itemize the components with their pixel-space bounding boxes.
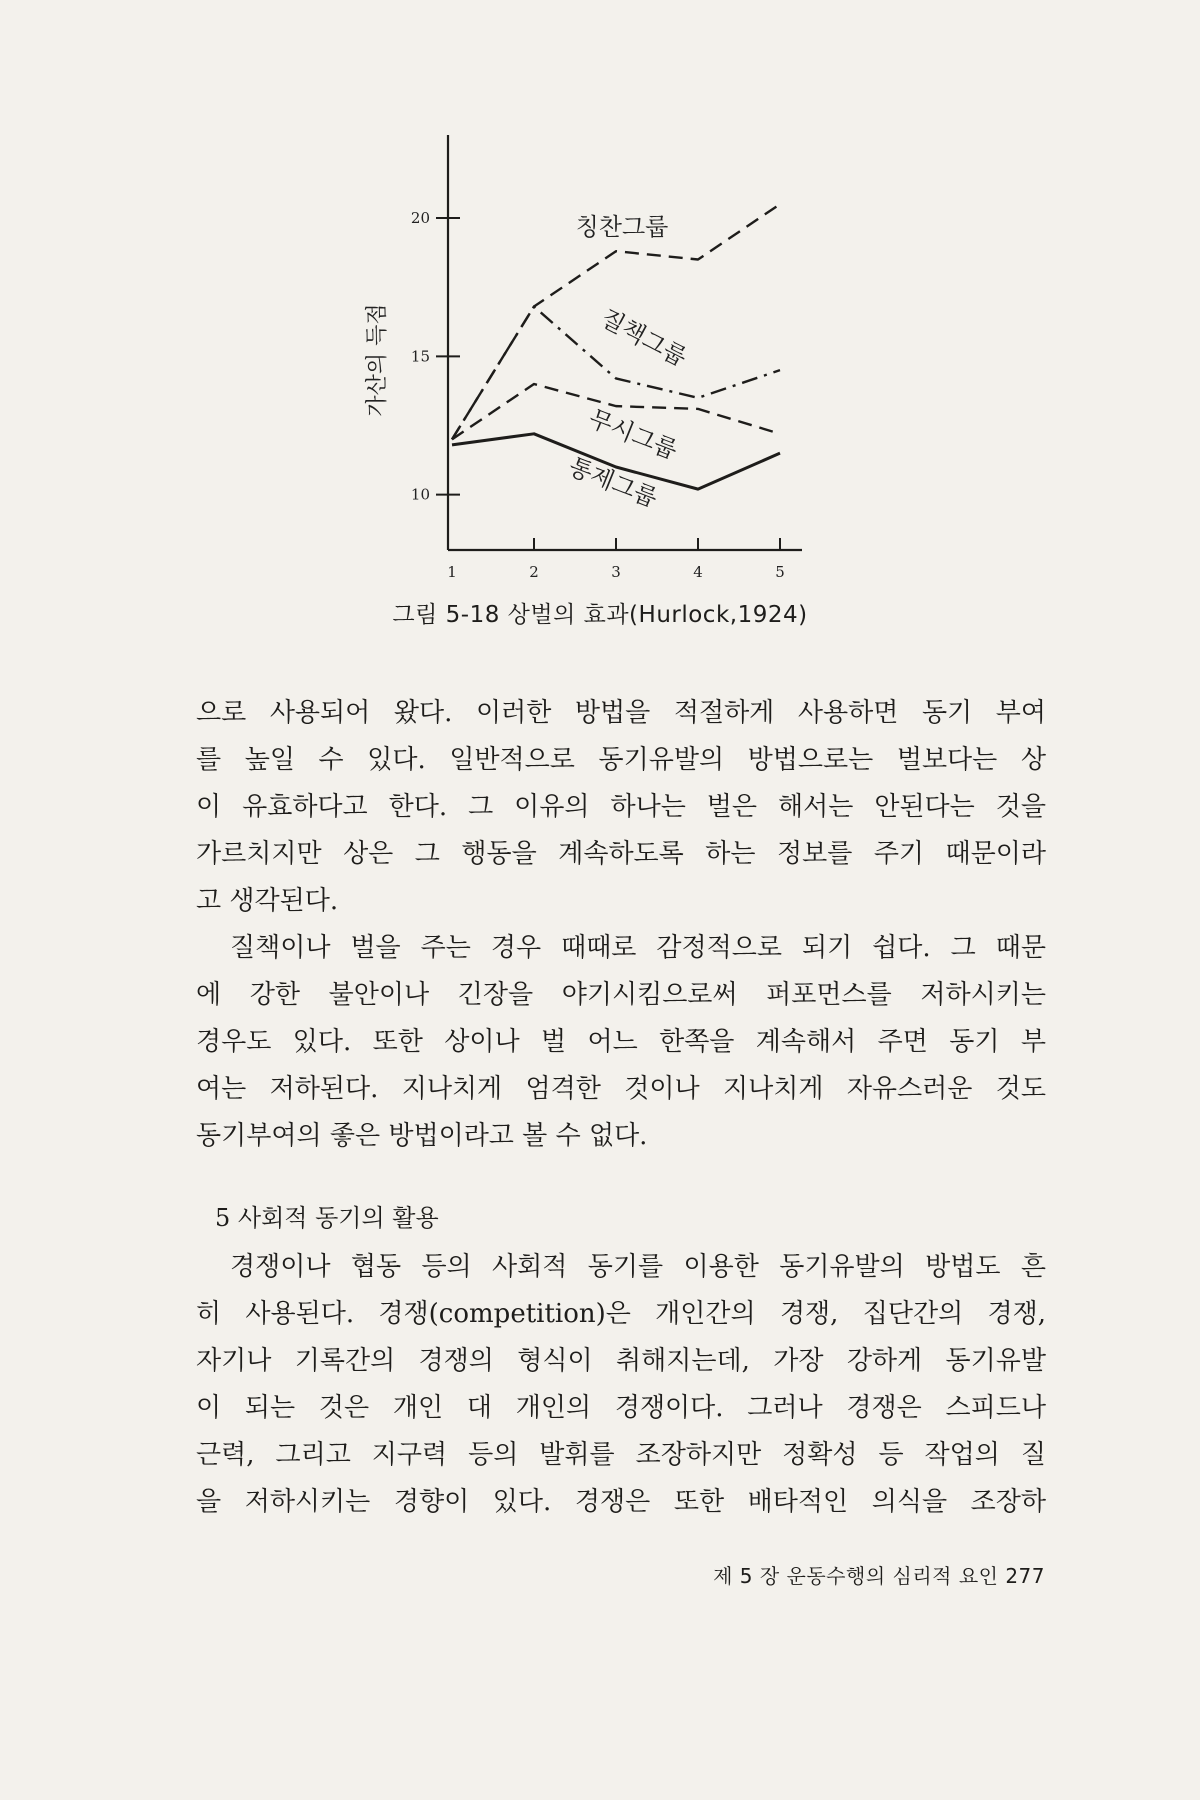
x-tick-label: 1	[447, 563, 457, 581]
text-line: 경쟁이나 협동 등의 사회적 동기를 이용한 동기유발의 방법도 흔	[230, 1252, 1046, 1282]
figure-hurlock-chart	[0, 0, 1200, 660]
figure-caption: 그림 5-18 상벌의 효과(Hurlock,1924)	[392, 602, 808, 628]
text-line: 동기부여의 좋은 방법이라고 볼 수 없다.	[196, 1121, 648, 1151]
y-tick-label: 15	[410, 347, 430, 366]
paragraph-b	[196, 925, 1046, 1160]
text-line: 경우도 있다. 또한 상이나 벌 어느 한쪽을 계속해서 주면 동기 부	[196, 1027, 1046, 1057]
x-tick-label: 2	[529, 563, 539, 581]
series-label-4: 통제그룹	[564, 452, 662, 513]
text-line: 히 사용된다. 경쟁(competition)은 개인간의 경쟁, 집단간의 경쟁,	[196, 1299, 1046, 1329]
text-line: 여는 저하된다. 지나치게 엄격한 것이나 지나치게 자유스러운 것도	[196, 1074, 1046, 1104]
y-tick-label: 10	[410, 485, 430, 504]
text-line: 고 생각된다.	[196, 886, 339, 916]
section-heading: 5 사회적 동기의 활용	[215, 1204, 439, 1232]
text-line: 를 높일 수 있다. 일반적으로 동기유발의 방법으로는 벌보다는 상	[196, 745, 1046, 775]
y-axis-title: 가산의 득점	[365, 303, 390, 417]
text-line: 이 유효하다고 한다. 그 이유의 하나는 벌은 해서는 안된다는 것을	[196, 792, 1046, 822]
page-footer: 제 5 장 운동수행의 심리적 요인 277	[713, 1564, 1045, 1588]
x-tick-label: 4	[693, 563, 703, 581]
text-line: 으로 사용되어 왔다. 이러한 방법을 적절하게 사용하면 동기 부여	[196, 698, 1046, 728]
series-label-3: 무시그룹	[584, 404, 682, 465]
y-tick-label: 20	[410, 209, 430, 227]
series-label-2: 질책그룹	[596, 303, 692, 373]
text-line: 이 되는 것은 개인 대 개인의 경쟁이다. 그러나 경쟁은 스피드나	[196, 1393, 1046, 1423]
paragraph-a	[196, 690, 1046, 925]
x-tick-label: 5	[775, 563, 785, 581]
text-line: 자기나 기록간의 경쟁의 형식이 취해지는데, 가장 강하게 동기유발	[196, 1346, 1046, 1376]
line-chart	[0, 0, 1200, 600]
paragraph-c	[196, 1244, 1046, 1526]
text-line: 에 강한 불안이나 긴장을 야기시킴으로써 퍼포먼스를 저하시키는	[196, 980, 1046, 1010]
series-label-1: 칭찬그룹	[575, 213, 669, 241]
x-tick-label: 3	[611, 563, 621, 581]
text-line: 을 저하시키는 경향이 있다. 경쟁은 또한 배타적인 의식을 조장하	[196, 1487, 1046, 1517]
text-line: 질책이나 벌을 주는 경우 때때로 감정적으로 되기 쉽다. 그 때문	[230, 933, 1046, 963]
text-line: 근력, 그리고 지구력 등의 발휘를 조장하지만 정확성 등 작업의 질	[196, 1440, 1046, 1470]
text-line: 가르치지만 상은 그 행동을 계속하도록 하는 정보를 주기 때문이라	[196, 839, 1046, 869]
